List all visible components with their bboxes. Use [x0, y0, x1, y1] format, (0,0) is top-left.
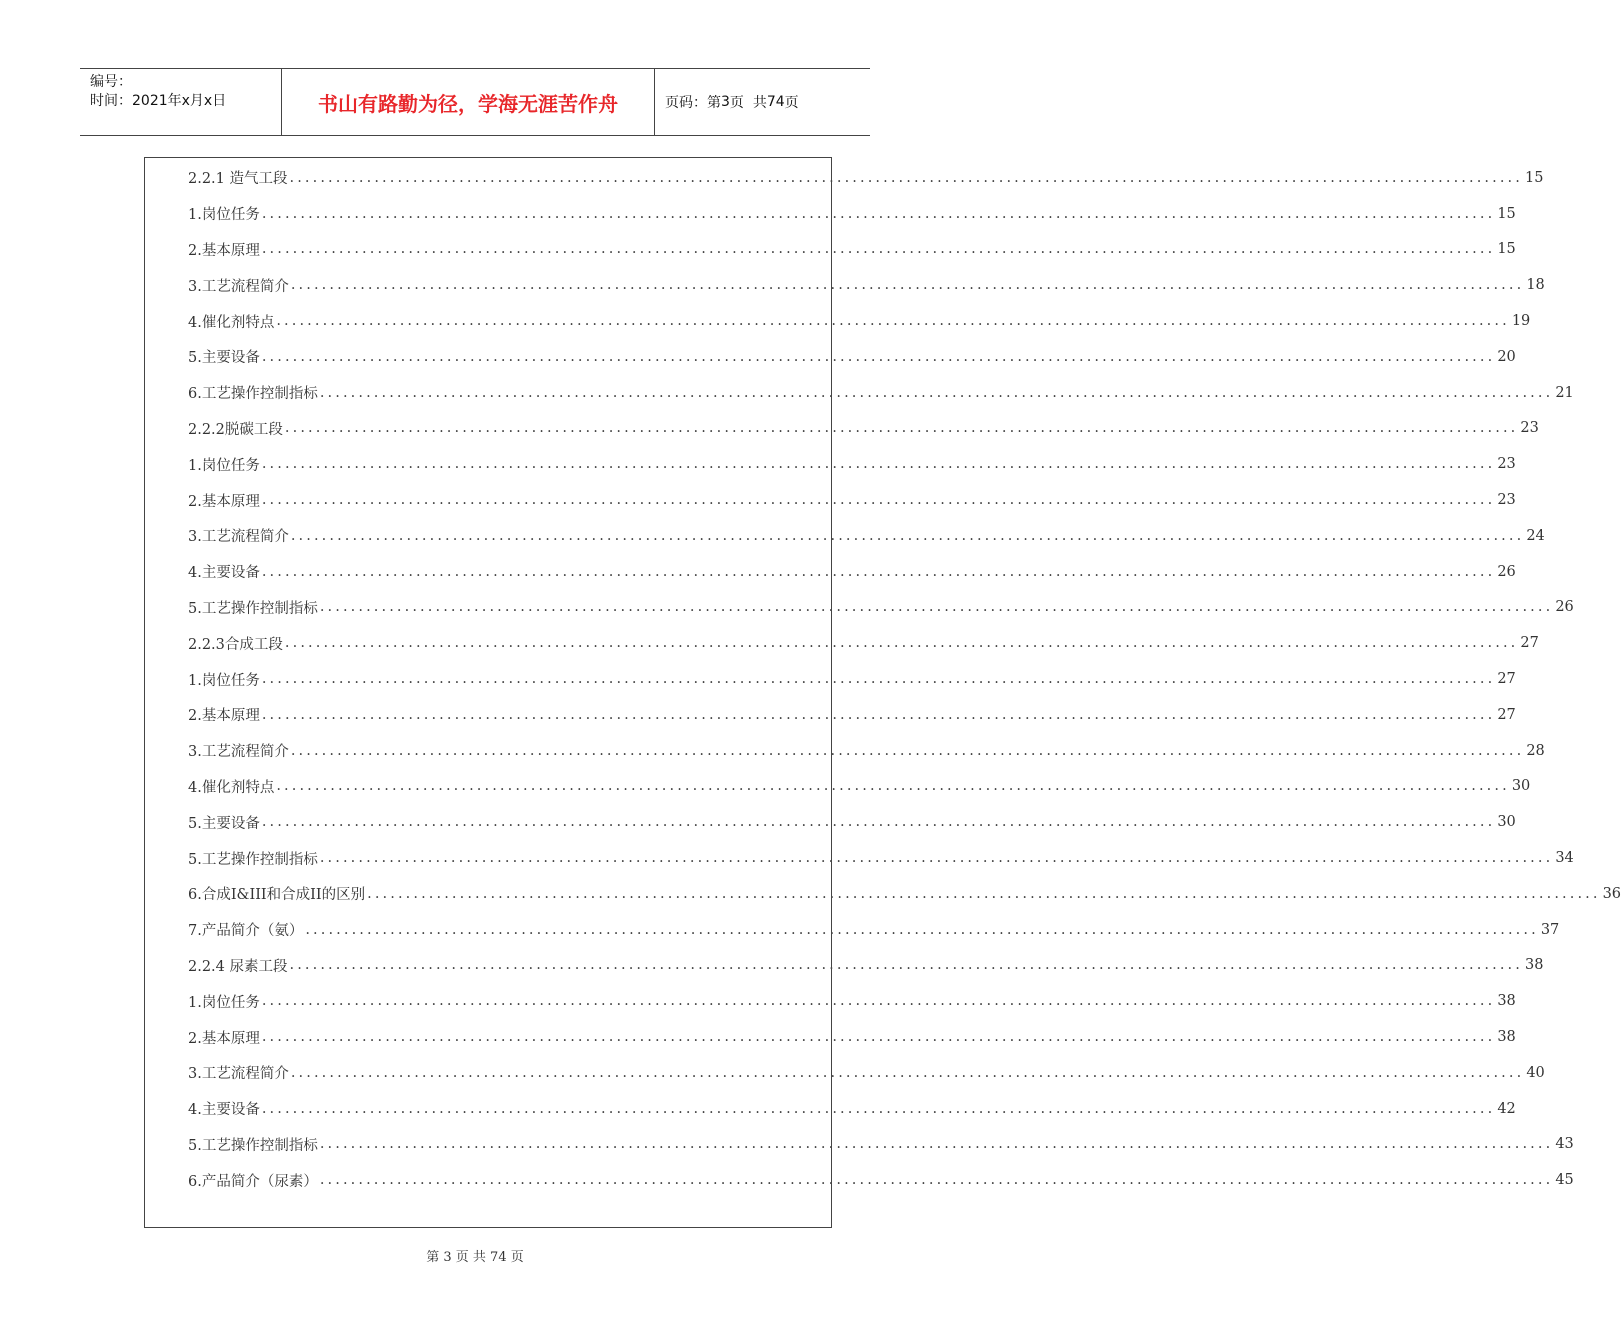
table-of-contents	[188, 160, 1621, 1198]
toc-entry[interactable]	[188, 983, 1516, 1019]
toc-leader-dots: ................................................................................................................................................................	[289, 169, 1523, 186]
toc-entry-page: 21	[1555, 384, 1574, 401]
toc-entry-page: 28	[1526, 742, 1545, 759]
toc-entry[interactable]	[188, 948, 1544, 984]
toc-entry-title: 1.岗位任务	[188, 672, 260, 689]
toc-entry[interactable]	[188, 1127, 1574, 1163]
toc-entry-title: 5.工艺操作控制指标	[188, 851, 318, 868]
toc-entry[interactable]	[188, 196, 1516, 232]
toc-leader-dots: ................................................................................................................................................................	[276, 313, 1510, 330]
page-suffix: 页	[784, 95, 799, 111]
toc-entry-page: 34	[1555, 850, 1574, 867]
toc-entry[interactable]	[188, 876, 1621, 912]
toc-entry[interactable]	[188, 1091, 1516, 1127]
toc-entry-page: 36	[1602, 885, 1621, 902]
toc-entry[interactable]	[188, 411, 1539, 447]
page-middle: 页 共	[729, 95, 767, 111]
toc-entry-page: 45	[1555, 1172, 1574, 1189]
toc-leader-dots: ................................................................................................................................................................	[276, 778, 1510, 795]
toc-entry[interactable]	[188, 1019, 1516, 1055]
toc-entry-page: 38	[1497, 993, 1516, 1010]
toc-entry[interactable]	[188, 482, 1516, 518]
toc-entry-page: 30	[1497, 814, 1516, 831]
toc-entry[interactable]	[188, 840, 1574, 876]
toc-entry-page: 24	[1526, 527, 1545, 544]
toc-entry-title: 6.合成I&III和合成II的区别	[188, 887, 366, 904]
toc-leader-dots: ................................................................................................................................................................	[261, 205, 1496, 222]
toc-leader-dots: ................................................................................................................................................................	[261, 563, 1496, 580]
toc-leader-dots: ................................................................................................................................................................	[290, 1064, 1525, 1081]
toc-entry-title: 3.工艺流程简介	[188, 278, 289, 295]
toc-entry-title: 7.产品简介（氨）	[188, 923, 304, 940]
toc-entry-title: 2.2.2脱碳工段	[188, 421, 283, 438]
toc-leader-dots: ................................................................................................................................................................	[305, 921, 1539, 938]
toc-entry-page: 38	[1497, 1029, 1516, 1046]
toc-entry-page: 20	[1497, 348, 1516, 365]
toc-leader-dots: ................................................................................................................................................................	[284, 420, 1519, 437]
toc-entry-title: 2.基本原理	[188, 708, 260, 725]
toc-leader-dots: ................................................................................................................................................................	[319, 1172, 1554, 1189]
toc-entry[interactable]	[188, 160, 1544, 196]
header-meta	[80, 69, 282, 135]
page-footer: 第 3 页 共 74 页	[426, 1250, 524, 1265]
toc-entry[interactable]	[188, 303, 1531, 339]
toc-entry-title: 4.催化剂特点	[188, 314, 275, 331]
toc-entry[interactable]	[188, 769, 1531, 805]
toc-entry-page: 27	[1497, 706, 1516, 723]
toc-entry[interactable]	[188, 446, 1516, 482]
toc-entry[interactable]	[188, 339, 1516, 375]
toc-entry-page: 26	[1497, 563, 1516, 580]
toc-entry[interactable]	[188, 518, 1545, 554]
toc-entry[interactable]	[188, 232, 1516, 268]
page-current: 3	[721, 94, 730, 110]
toc-entry-title: 1.岗位任务	[188, 457, 260, 474]
toc-entry[interactable]	[188, 625, 1539, 661]
toc-entry-page: 26	[1555, 599, 1574, 616]
toc-leader-dots: ................................................................................................................................................................	[261, 348, 1496, 365]
toc-leader-dots: ................................................................................................................................................................	[319, 384, 1554, 401]
toc-entry-page: 23	[1497, 492, 1516, 509]
toc-entry-title: 1.岗位任务	[188, 994, 260, 1011]
toc-entry-page: 19	[1511, 313, 1531, 330]
toc-leader-dots: ................................................................................................................................................................	[319, 850, 1554, 867]
toc-leader-dots: ................................................................................................................................................................	[289, 957, 1523, 974]
toc-entry[interactable]	[188, 554, 1516, 590]
toc-entry-page: 30	[1511, 778, 1531, 795]
toc-leader-dots: ................................................................................................................................................................	[290, 277, 1525, 294]
toc-leader-dots: ................................................................................................................................................................	[261, 671, 1496, 688]
toc-leader-dots: ................................................................................................................................................................	[319, 1136, 1554, 1153]
page-header	[80, 68, 870, 136]
toc-entry-page: 23	[1497, 456, 1516, 473]
toc-leader-dots: ................................................................................................................................................................	[261, 1029, 1496, 1046]
toc-entry[interactable]	[188, 661, 1516, 697]
toc-entry-page: 15	[1524, 169, 1544, 186]
page-prefix: 页码：第	[665, 95, 721, 111]
toc-entry-title: 2.基本原理	[188, 242, 260, 259]
document-date: 时间：2021年x月x日	[90, 93, 227, 109]
toc-entry-title: 2.基本原理	[188, 493, 260, 510]
header-page-info	[655, 69, 870, 135]
toc-entry-title: 1.岗位任务	[188, 207, 260, 224]
toc-entry-title: 3.工艺流程简介	[188, 744, 289, 761]
toc-entry-page: 37	[1540, 921, 1560, 938]
toc-entry[interactable]	[188, 1162, 1574, 1198]
toc-entry[interactable]	[188, 590, 1574, 626]
toc-entry-title: 5.工艺操作控制指标	[188, 1137, 318, 1154]
toc-entry-page: 23	[1520, 420, 1539, 437]
toc-leader-dots: ................................................................................................................................................................	[261, 456, 1496, 473]
toc-entry-title: 2.基本原理	[188, 1030, 260, 1047]
toc-leader-dots: ................................................................................................................................................................	[261, 814, 1496, 831]
header-motto: 书山有路勤为径，学海无涯苦作舟	[282, 69, 655, 135]
toc-leader-dots: ................................................................................................................................................................	[261, 993, 1496, 1010]
toc-entry[interactable]	[188, 912, 1560, 948]
toc-leader-dots: ................................................................................................................................................................	[261, 1100, 1496, 1117]
toc-entry-title: 4.主要设备	[188, 565, 260, 582]
toc-entry-page: 15	[1497, 241, 1516, 258]
toc-leader-dots: ................................................................................................................................................................	[261, 706, 1496, 723]
toc-entry-title: 6.产品简介（尿素）	[188, 1173, 318, 1190]
toc-entry[interactable]	[188, 1055, 1545, 1091]
toc-entry-page: 27	[1497, 671, 1516, 688]
toc-entry-title: 5.主要设备	[188, 350, 260, 367]
toc-leader-dots: ................................................................................................................................................................	[367, 885, 1601, 902]
toc-entry[interactable]	[188, 697, 1516, 733]
toc-entry-page: 42	[1497, 1100, 1516, 1117]
toc-entry[interactable]	[188, 733, 1545, 769]
toc-entry-title: 3.工艺流程简介	[188, 1066, 289, 1083]
toc-entry-title: 2.2.4 尿素工段	[188, 958, 288, 975]
toc-entry-title: 2.2.3合成工段	[188, 636, 283, 653]
toc-entry[interactable]	[188, 375, 1574, 411]
toc-entry[interactable]	[188, 267, 1545, 303]
toc-entry-title: 4.催化剂特点	[188, 779, 275, 796]
document-number-label: 编号：	[90, 74, 132, 90]
toc-entry-page: 27	[1520, 635, 1539, 652]
toc-entry-title: 5.主要设备	[188, 815, 260, 832]
toc-leader-dots: ................................................................................................................................................................	[284, 635, 1519, 652]
toc-entry-page: 18	[1526, 277, 1545, 294]
page-total: 74	[766, 94, 785, 110]
toc-leader-dots: ................................................................................................................................................................	[261, 492, 1496, 509]
toc-entry-title: 5.工艺操作控制指标	[188, 600, 318, 617]
toc-leader-dots: ................................................................................................................................................................	[290, 527, 1525, 544]
toc-entry-page: 38	[1524, 957, 1544, 974]
toc-entry-title: 4.主要设备	[188, 1102, 260, 1119]
toc-entry[interactable]	[188, 804, 1516, 840]
toc-entry-title: 3.工艺流程简介	[188, 529, 289, 546]
toc-leader-dots: ................................................................................................................................................................	[261, 241, 1496, 258]
toc-entry-page: 40	[1526, 1064, 1545, 1081]
toc-leader-dots: ................................................................................................................................................................	[290, 742, 1525, 759]
toc-entry-page: 15	[1497, 205, 1516, 222]
toc-entry-title: 2.2.1 造气工段	[188, 171, 288, 188]
toc-entry-page: 43	[1555, 1136, 1574, 1153]
toc-entry-title: 6.工艺操作控制指标	[188, 386, 318, 403]
toc-leader-dots: ................................................................................................................................................................	[319, 599, 1554, 616]
